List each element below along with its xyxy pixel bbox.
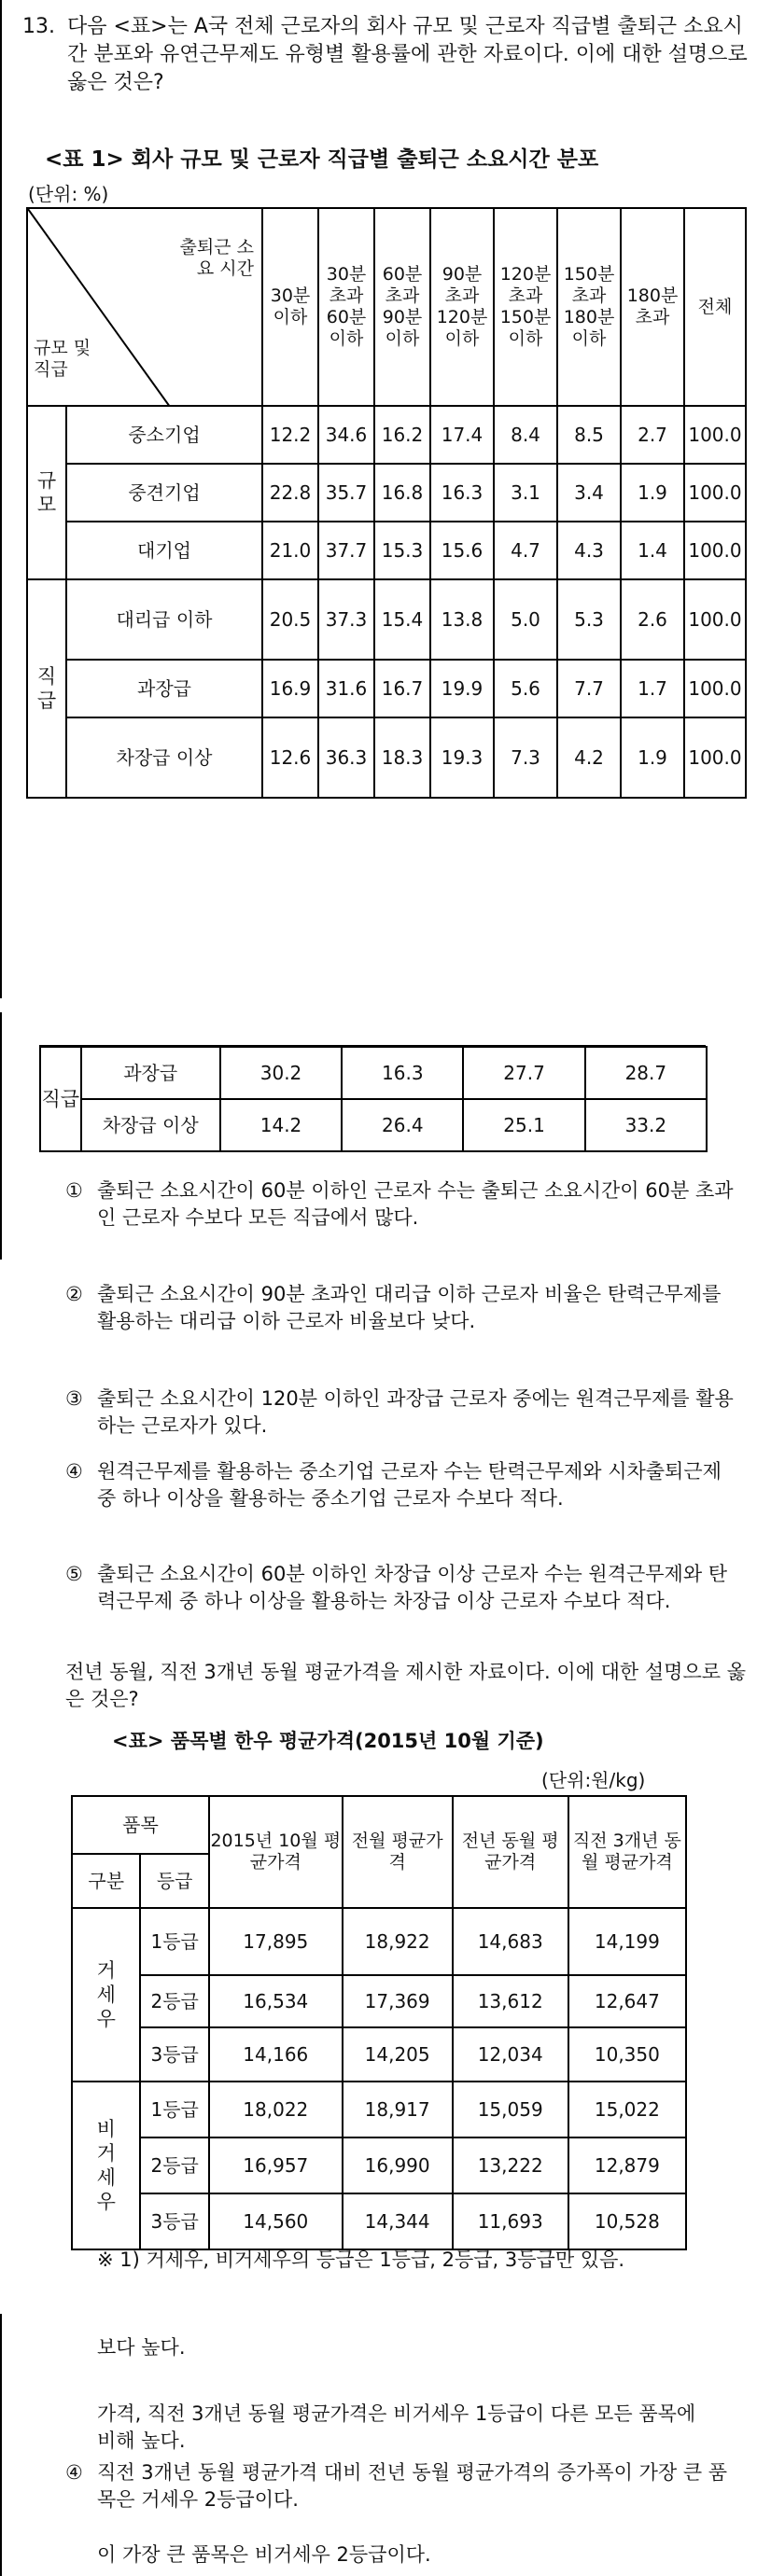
table-cell: 14,205	[343, 2027, 453, 2082]
table-cell: 16.3	[342, 1047, 463, 1099]
option-text: 출퇴근 소요시간이 90분 초과인 대리급 이하 근로자 비율은 탄력근무제를 활용하는 대리급 이하 근로자 비율보다 낮다.	[97, 1283, 722, 1332]
table-cell: 16,990	[343, 2137, 453, 2193]
table-cell: 37.7	[318, 522, 374, 579]
table-cell: 14.2	[220, 1099, 342, 1151]
table-cell: 13,222	[453, 2137, 568, 2193]
row-label: 차장급 이상	[66, 717, 262, 798]
page-edge-line	[0, 0, 2, 998]
group-label: 규모	[27, 406, 66, 579]
table-cell: 14,560	[209, 2193, 343, 2249]
price-table	[71, 1795, 687, 2250]
option-fragment: 이 가장 큰 품목은 비거세우 2등급이다.	[97, 2543, 431, 2566]
table-cell: 13.8	[430, 579, 494, 660]
table-cell: 14,344	[343, 2193, 453, 2249]
table1-corner-cell	[27, 208, 262, 406]
col-header: 직전 3개년 동월 평균가격	[568, 1796, 686, 1908]
table-cell: 27.7	[463, 1047, 584, 1099]
table-cell: 1.9	[621, 464, 684, 522]
table-cell: 25.1	[463, 1099, 584, 1151]
table-cell: 4.3	[557, 522, 621, 579]
option-text: 직전 3개년 동월 평균가격 대비 전년 동월 평균가격의 증가폭이 가장 큰 품목은 거세우 2등급이다.	[97, 2461, 728, 2511]
table-cell: 7.7	[557, 660, 621, 717]
option-text: 출퇴근 소요시간이 120분 이하인 과장급 근로자 중에는 원격근무제를 활용하는 근로자가 있다.	[97, 1387, 734, 1437]
table-cell: 18,022	[209, 2082, 343, 2137]
table-cell: 15.6	[430, 522, 494, 579]
grade-label: 3등급	[140, 2027, 208, 2082]
row-label: 과장급	[81, 1047, 220, 1099]
grade-label: 1등급	[140, 2082, 208, 2137]
table-cell: 4.7	[494, 522, 557, 579]
table-cell: 12,034	[453, 2027, 568, 2082]
table-cell: 17,895	[209, 1908, 343, 1975]
table-cell: 12.2	[262, 406, 318, 464]
col-header: 30분 초과 60분 이하	[318, 208, 374, 406]
option-number: ④	[65, 2461, 83, 2484]
table-cell: 12.6	[262, 717, 318, 798]
table-cell: 19.9	[430, 660, 494, 717]
table-cell: 3.4	[557, 464, 621, 522]
col-header-grade: 등급	[140, 1854, 208, 1908]
table-cell: 3.1	[494, 464, 557, 522]
table-cell: 15.3	[374, 522, 430, 579]
row-label: 대기업	[66, 522, 262, 579]
table-cell: 10,528	[568, 2193, 686, 2249]
table-cell: 11,693	[453, 2193, 568, 2249]
table-cell: 100.0	[684, 717, 746, 798]
table1	[26, 207, 747, 799]
table-cell: 36.3	[318, 717, 374, 798]
table-cell: 16.2	[374, 406, 430, 464]
table-cell: 17,369	[343, 1975, 453, 2027]
table-cell: 12,879	[568, 2137, 686, 2193]
table-cell: 4.2	[557, 717, 621, 798]
table-cell: 14,683	[453, 1908, 568, 1975]
option-2[interactable]	[65, 1281, 737, 1365]
table-cell: 21.0	[262, 522, 318, 579]
col-header: 30분 이하	[262, 208, 318, 406]
table-cell: 1.9	[621, 717, 684, 798]
option-number: ③	[65, 1387, 83, 1410]
q2-option-4[interactable]	[65, 2459, 737, 2517]
table-cell: 22.8	[262, 464, 318, 522]
col-header-class: 구분	[72, 1854, 140, 1908]
table-footnote: ※ 1) 거세우, 비거세우의 등급은 1등급, 2등급, 3등급만 있음.	[97, 2249, 625, 2271]
col-header: 전월 평균가격	[343, 1796, 453, 1908]
table-cell: 13,612	[453, 1975, 568, 2027]
table1-title: <표 1> 회사 규모 및 근로자 직급별 출퇴근 소요시간 분포	[45, 147, 599, 172]
table-cell: 100.0	[684, 406, 746, 464]
question-text: 다음 <표>는 A국 전체 근로자의 회사 규모 및 근로자 직급별 출퇴근 소요시간 분포와 유연근무제도 유형별 활용률에 관한 자료이다. 이에 대한 설명으로 옳은 것은?	[67, 15, 748, 94]
table1-unit: (단위: %)	[28, 183, 109, 205]
table-cell: 5.6	[494, 660, 557, 717]
table-cell: 31.6	[318, 660, 374, 717]
col-header: 150분 초과 180분 이하	[557, 208, 621, 406]
table-cell: 1.4	[621, 522, 684, 579]
table-cell: 26.4	[342, 1099, 463, 1151]
col-header: 2015년 10월 평균가격	[209, 1796, 343, 1908]
option-4[interactable]	[65, 1458, 737, 1542]
table-cell: 18.3	[374, 717, 430, 798]
table-cell: 8.4	[494, 406, 557, 464]
option-text: 출퇴근 소요시간이 60분 이하인 차장급 이상 근로자 수는 원격근무제와 탄력근무제 중 하나 이상을 활용하는 차장급 이상 근로자 수보다 적다.	[97, 1563, 728, 1612]
grade-label: 3등급	[140, 2193, 208, 2249]
table-cell: 2.7	[621, 406, 684, 464]
option-fragment: 가격, 직전 3개년 동월 평균가격은 비거세우 1등급이 다른 모든 품목에 비해 높다.	[97, 2402, 696, 2452]
group-label: 거세우	[72, 1908, 140, 2082]
table-cell: 15,059	[453, 2082, 568, 2137]
row-label: 차장급 이상	[81, 1099, 220, 1151]
question-number: 13.	[22, 15, 55, 38]
col-header: 120분 초과 150분 이하	[494, 208, 557, 406]
option-fragment: 보다 높다.	[97, 2336, 186, 2359]
table-cell: 35.7	[318, 464, 374, 522]
table-cell: 18,922	[343, 1908, 453, 1975]
page-edge-line	[0, 1012, 2, 1260]
table-cell: 5.0	[494, 579, 557, 660]
table2-fragment	[39, 1046, 708, 1152]
col-header-item: 품목	[72, 1796, 209, 1854]
table-cell: 10,350	[568, 2027, 686, 2082]
q2-table-title: <표> 품목별 한우 평균가격(2015년 10월 기준)	[112, 1730, 544, 1752]
table-cell: 2.6	[621, 579, 684, 660]
table-cell: 18,917	[343, 2082, 453, 2137]
option-number: ⑤	[65, 1563, 83, 1585]
option-number: ①	[65, 1179, 83, 1202]
grade-label: 1등급	[140, 1908, 208, 1975]
table-cell: 37.3	[318, 579, 374, 660]
table-cell: 100.0	[684, 579, 746, 660]
table-cell: 20.5	[262, 579, 318, 660]
group-label: 비거세우	[72, 2082, 140, 2249]
col-header: 180분 초과	[621, 208, 684, 406]
table-cell: 15.4	[374, 579, 430, 660]
page-edge-line	[0, 2314, 2, 2576]
table-cell: 33.2	[585, 1099, 707, 1151]
group-label: 직급	[40, 1047, 81, 1151]
option-1[interactable]	[65, 1177, 737, 1261]
table-cell: 19.3	[430, 717, 494, 798]
table-cell: 8.5	[557, 406, 621, 464]
table-cell: 100.0	[684, 660, 746, 717]
table-cell: 17.4	[430, 406, 494, 464]
grade-label: 2등급	[140, 2137, 208, 2193]
col-header: 90분 초과 120분 이하	[430, 208, 494, 406]
table-cell: 7.3	[494, 717, 557, 798]
group-label: 직급	[27, 579, 66, 798]
option-number: ②	[65, 1283, 83, 1305]
corner-bottom-label: 규모 및 직급	[34, 338, 91, 380]
q2-intro: 전년 동월, 직전 3개년 동월 평균가격을 제시한 자료이다. 이에 대한 설명으로 옳은 것은?	[65, 1661, 747, 1710]
table-cell: 16.8	[374, 464, 430, 522]
table-cell: 15,022	[568, 2082, 686, 2137]
corner-top-label: 출퇴근 소요 시간	[179, 237, 254, 279]
table-cell: 16.3	[430, 464, 494, 522]
table-cell: 1.7	[621, 660, 684, 717]
option-number: ④	[65, 1460, 83, 1483]
table-cell: 100.0	[684, 464, 746, 522]
table-cell: 16.7	[374, 660, 430, 717]
table-cell: 14,166	[209, 2027, 343, 2082]
table-cell: 16,534	[209, 1975, 343, 2027]
option-3[interactable]	[65, 1385, 737, 1441]
row-label: 중견기업	[66, 464, 262, 522]
table-cell: 16,957	[209, 2137, 343, 2193]
col-header: 60분 초과 90분 이하	[374, 208, 430, 406]
option-5[interactable]	[65, 1561, 737, 1645]
table-cell: 34.6	[318, 406, 374, 464]
table-cell: 28.7	[585, 1047, 707, 1099]
col-header: 전체	[684, 208, 746, 406]
option-text: 출퇴근 소요시간이 60분 이하인 근로자 수는 출퇴근 소요시간이 60분 초과인 근로자 수보다 모든 직급에서 많다.	[97, 1179, 734, 1229]
q2-table-unit: (단위:원/kg)	[541, 1769, 646, 1791]
table-cell: 5.3	[557, 579, 621, 660]
table-cell: 100.0	[684, 522, 746, 579]
grade-label: 2등급	[140, 1975, 208, 2027]
table-cell: 16.9	[262, 660, 318, 717]
table-cell: 12,647	[568, 1975, 686, 2027]
row-label: 과장급	[66, 660, 262, 717]
option-text: 원격근무제를 활용하는 중소기업 근로자 수는 탄력근무제와 시차출퇴근제 중 하나 이상을 활용하는 중소기업 근로자 수보다 적다.	[97, 1460, 722, 1510]
col-header: 전년 동월 평균가격	[453, 1796, 568, 1908]
table-cell: 30.2	[220, 1047, 342, 1099]
table-cell: 14,199	[568, 1908, 686, 1975]
row-label: 대리급 이하	[66, 579, 262, 660]
row-label: 중소기업	[66, 406, 262, 464]
